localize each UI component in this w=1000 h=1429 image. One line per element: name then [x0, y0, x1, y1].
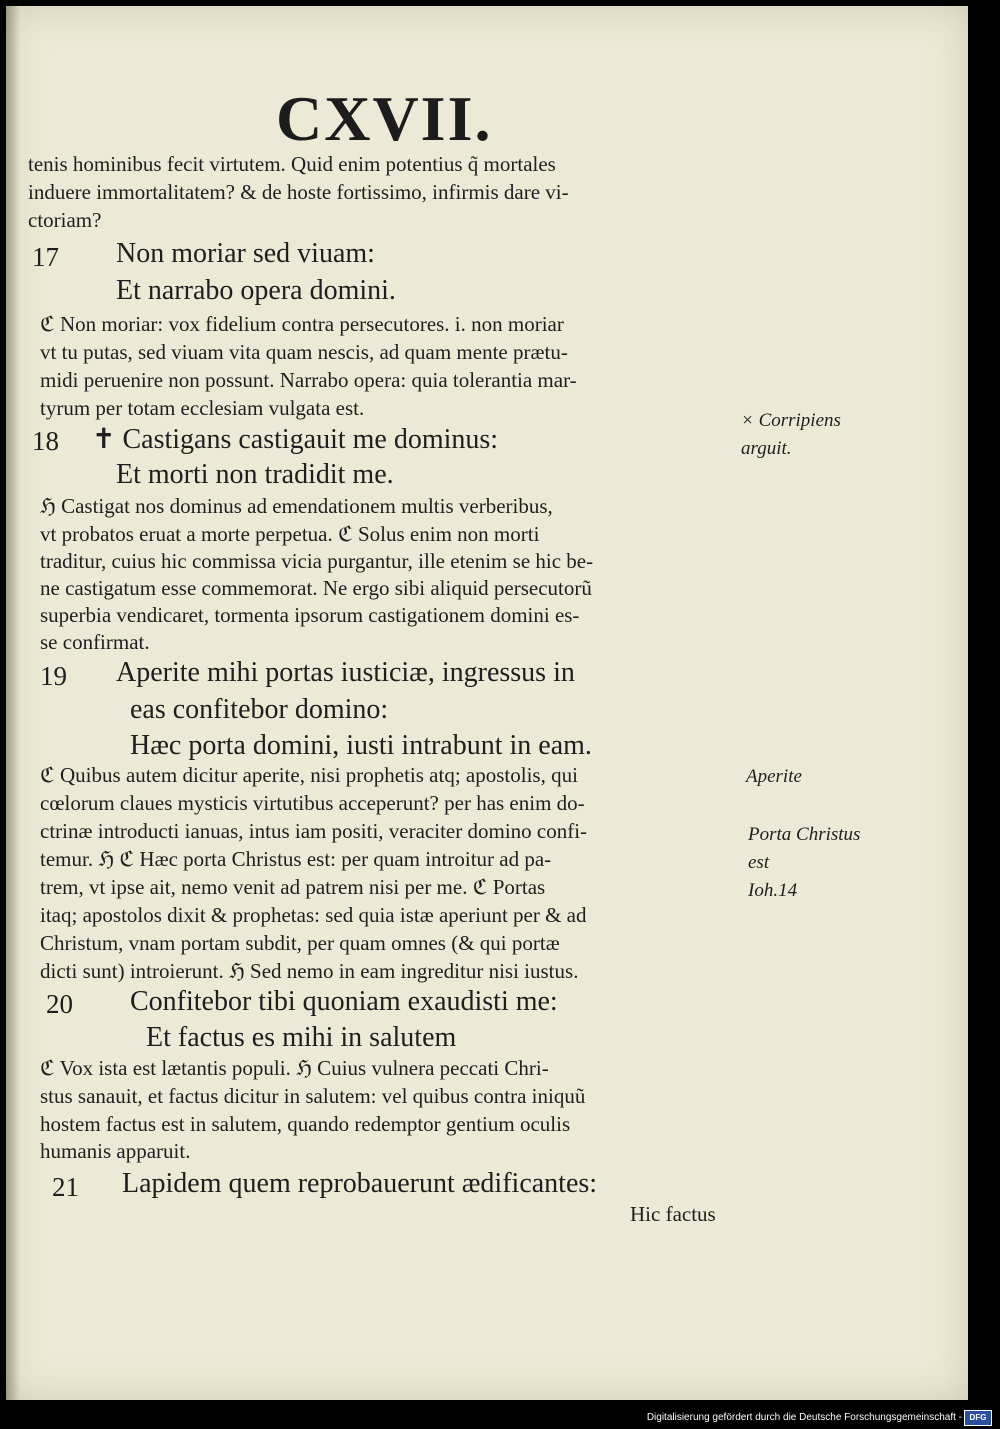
commentary-line: temur. ℌ ℭ Hæc porta Christus est: per quam introitur ad pa-	[40, 847, 552, 871]
commentary-line: ne castigatum esse commemorat. Ne ergo sibi aliquid persecutorũ	[40, 576, 592, 600]
verse-line: Et morti non tradidit me.	[116, 459, 394, 490]
commentary-line: midi peruenire non possunt. Narrabo opera: quia tolerantia mar-	[40, 368, 577, 392]
commentary-line: stus sanauit, et factus dicitur in salutem: vel quibus contra iniquũ	[40, 1084, 586, 1108]
commentary-line: hostem factus est in salutem, quando redemptor gentium oculis	[40, 1112, 571, 1136]
commentary-line: vt tu putas, sed viuam vita quam nescis, ad quam mente prætu-	[40, 340, 568, 364]
verse-number: 19	[40, 661, 67, 691]
verse-line: Hæc porta domini, iusti intrabunt in eam.	[130, 730, 592, 761]
verse-line: Aperite mihi portas iusticiæ, ingressus in	[116, 657, 575, 688]
commentary-line: ℭ Quibus autem dicitur aperite, nisi prophetis atq; apostolis, qui	[40, 763, 578, 787]
margin-note: est	[748, 852, 770, 873]
verse-number: 21	[52, 1172, 79, 1202]
commentary-line: ℌ Castigat nos dominus ad emendationem multis verberibus,	[40, 494, 553, 518]
commentary-line: tenis hominibus fecit virtutem. Quid enim potentius q̃ mortales	[28, 152, 556, 176]
commentary-line: humanis apparuit.	[40, 1139, 191, 1163]
commentary-line: itaq; apostolos dixit & prophetas: sed quia istæ aperiunt per & ad	[40, 903, 587, 927]
verse-number: 17	[32, 242, 59, 272]
commentary-line: superbia vendicaret, tormenta ipsorum castigationem domini es-	[40, 603, 580, 627]
verse-number: 20	[46, 989, 73, 1019]
verse-number: 18	[32, 426, 59, 456]
commentary-line: cœlorum claues mysticis virtutibus acceperunt? per has enim do-	[40, 791, 585, 815]
verse-line: Non moriar sed viuam:	[116, 238, 375, 269]
commentary-line: Hic factus	[630, 1202, 716, 1226]
commentary-line: tyrum per totam ecclesiam vulgata est.	[40, 396, 365, 420]
verse-line: ✝ Castigans castigauit me dominus:	[92, 424, 499, 455]
commentary-line: vt probatos eruat a morte perpetua. ℭ Solus enim non morti	[40, 522, 540, 546]
commentary-line: ℭ Non moriar: vox fidelium contra persecutores. i. non moriar	[40, 312, 564, 336]
footer-bar	[0, 1400, 1000, 1429]
verse-line: Et narrabo opera domini.	[116, 275, 396, 306]
margin-note: × Corripiens	[741, 410, 841, 431]
commentary-line: induere immortalitatem? & de hoste fortissimo, infirmis dare vi-	[28, 180, 569, 204]
commentary-line: trem, vt ipse ait, nemo venit ad patrem nisi per me. ℭ Portas	[40, 875, 546, 899]
margin-note: Ioh.14	[748, 880, 798, 901]
dfg-logo: DFG	[964, 1410, 992, 1426]
commentary-line: Christum, vnam portam subdit, per quam omnes (& qui portæ	[40, 931, 560, 955]
verse-line: Lapidem quem reprobauerunt ædificantes:	[122, 1168, 598, 1199]
verse-line: Confitebor tibi quoniam exaudisti me:	[130, 986, 558, 1017]
margin-note: Porta Christus	[748, 824, 861, 845]
footer-credit: Digitalisierung gefördert durch die Deutsche Forschungsgemeinschaft -	[646, 1412, 962, 1423]
margin-note: Aperite	[746, 766, 802, 787]
margin-note: arguit.	[741, 438, 792, 459]
verse-line: Et factus es mihi in salutem	[146, 1022, 457, 1053]
book-page	[6, 6, 968, 1400]
commentary-line: ctoriam?	[28, 208, 102, 232]
commentary-line: traditur, cuius hic commissa vicia purgantur, ille etenim se hic be-	[40, 549, 594, 573]
folio-number: CXVII.	[276, 83, 493, 154]
verse-line: eas confitebor domino:	[130, 694, 389, 725]
commentary-line: se confirmat.	[40, 630, 150, 654]
commentary-line: ctrinæ introducti ianuas, intus iam positi, veraciter domino confi-	[40, 819, 588, 843]
commentary-line: ℭ Vox ista est lætantis populi. ℌ Cuius vulnera peccati Chri-	[40, 1056, 549, 1080]
commentary-line: dicti sunt) introierunt. ℌ Sed nemo in eam ingreditur nisi iustus.	[40, 959, 579, 983]
